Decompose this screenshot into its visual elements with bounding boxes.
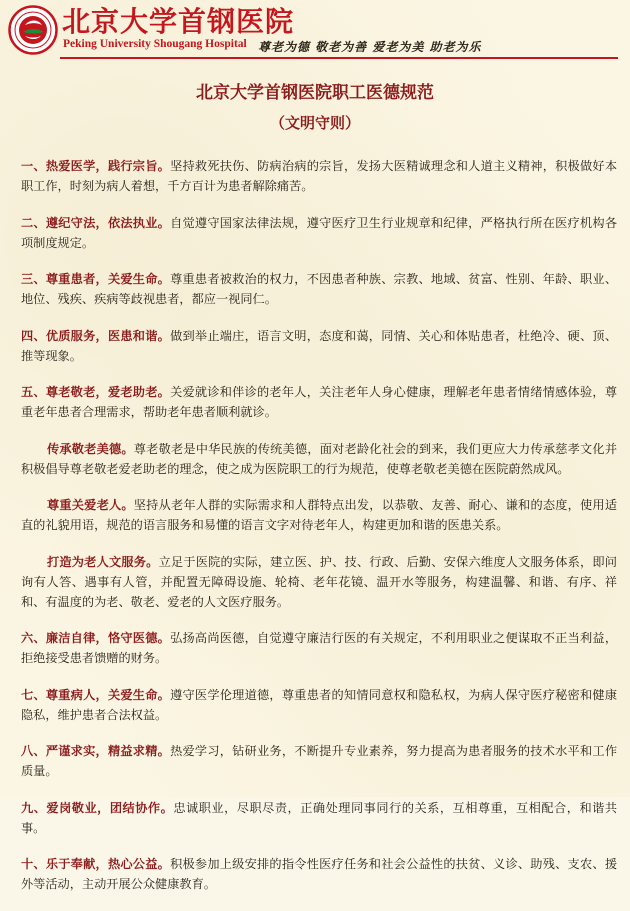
conduct-item-body: 忠诚职业，尽职尽责，正确处理同事同行的关系，互相尊重，互相配合，和谐共事。 [21,800,618,835]
conduct-item-body: 积极参加上级安排的指令性医疗任务和社会公益性的扶贫、义诊、助残、支农、援外等活动，主动开展公众健康教育。 [21,857,618,891]
slogan: 尊老为德 敬老为善 爱老为美 助老为乐 [258,40,482,54]
page-subtitle: （文明守则） [269,114,360,132]
conduct-item-heading: 一、热爱医学，践行宗旨。 [21,159,171,173]
conduct-item-heading: 尊重关爱老人。 [47,498,134,512]
page-title: 北京大学首钢医院职工医德规范 [196,83,434,103]
conduct-item-4 [21,326,617,366]
conduct-item-heading: 七、尊重病人，关爱生命。 [21,687,171,702]
brand-name-en: Peking University Shougang Hospital [63,38,247,50]
header [0,0,630,60]
conduct-item-heading: 二、遵纪守法，依法执业。 [21,215,171,230]
conduct-item-body: 尊老敬老是中华民族的传统美德，面对老龄化社会的到来，我们更应大力传承慈孝文化并积极倡导尊老敬老爱老助老的理念，使之成为医院职工的行为规范，使尊老敬老美德在医院蔚然成风。 [21,441,618,476]
hospital-logo-icon [8,5,58,55]
brand-name-cn: 北京大学首钢医院 [62,5,295,38]
conduct-subitem-respect [21,495,617,535]
conduct-item-heading: 六、廉洁自律，恪守医德。 [21,631,171,645]
conduct-item-heading: 传承敬老美德。 [47,441,134,456]
conduct-item-heading: 四、优质服务，医患和谐。 [21,328,171,343]
code-of-conduct-list [21,156,617,911]
conduct-item-7 [21,685,617,725]
conduct-item-body: 坚持从老年人群的实际需求和人群特点出发，以恭敬、友善、耐心、谦和的态度，使用适直的礼貌用语，规范的语言服务和易懂的语言文字对待老年人，构建更加和谐的医患关系。 [21,498,618,532]
conduct-item-body: 弘扬高尚医德，自觉遵守廉洁行医的有关规定，不利用职业之便谋取不正当利益，拒绝接受患者馈赠的财务。 [21,631,618,665]
conduct-item-body: 坚持救死扶伤、防病治病的宗旨，发扬大医精诚理念和人道主义精神，积极做好本职工作，时刻为病人着想，千方百计为患者解除痛苦。 [21,159,618,193]
conduct-item-body: 尊重患者被救治的权力，不因患者种族、宗教、地域、贫富、性别、年龄、职业、地位、残疾、疾病等歧视患者，都应一视同仁。 [21,272,618,306]
conduct-item-8 [21,741,617,781]
conduct-item-body: 热爱学习，钻研业务，不断提升专业素养，努力提高为患者服务的技术水平和工作质量。 [21,744,618,778]
conduct-item-1 [21,156,617,196]
conduct-subitem-heritage [21,439,617,479]
conduct-item-body: 关爱就诊和伴诊的老年人，关注老年人身心健康，理解老年患者情绪情感体验，尊重老年患者合理需求，帮助老年患者顺利就诊。 [21,385,618,419]
conduct-subitem-service [21,552,617,612]
conduct-item-heading: 十、乐于奉献，热心公益。 [21,857,171,871]
conduct-item-6 [21,628,617,668]
conduct-item-2 [21,213,617,253]
conduct-item-5 [21,382,617,422]
conduct-item-heading: 三、尊重患者，关爱生命。 [21,272,171,286]
conduct-item-body: 自觉遵守国家法律法规，遵守医疗卫生行业规章和纪律，严格执行所在医疗机构各项制度规定。 [21,215,618,250]
conduct-item-body: 立足于医院的实际，建立医、护、技、行政、后勤、安保六维度人文服务体系，即问询有人答、遇事有人管，并配置无障碍设施、轮椅、老年花镜、温开水等服务，构建温馨、和谐、有序、祥和、有温度的为老、敬老、爱老的人文医疗服务。 [21,554,617,609]
conduct-item-heading: 九、爱岗敬业，团结协作。 [21,800,174,815]
conduct-item-body: 遵守医学伦理道德，尊重患者的知情同意权和隐私权，为病人保守医疗秘密和健康隐私，维护患者合法权益。 [21,687,618,722]
conduct-item-body: 做到举止端庄，语言文明，态度和蔼，同情、关心和体贴患者，杜绝冷、硬、顶、推等现象。 [21,328,618,363]
header-divider [60,57,618,59]
conduct-item-heading: 八、严谨求实，精益求精。 [21,744,171,758]
conduct-item-heading: 打造为老人文服务。 [47,554,159,569]
conduct-item-10 [21,854,617,894]
conduct-item-3 [21,269,617,309]
conduct-item-heading: 五、尊老敬老，爱老助老。 [21,385,171,399]
conduct-item-9 [21,798,617,838]
